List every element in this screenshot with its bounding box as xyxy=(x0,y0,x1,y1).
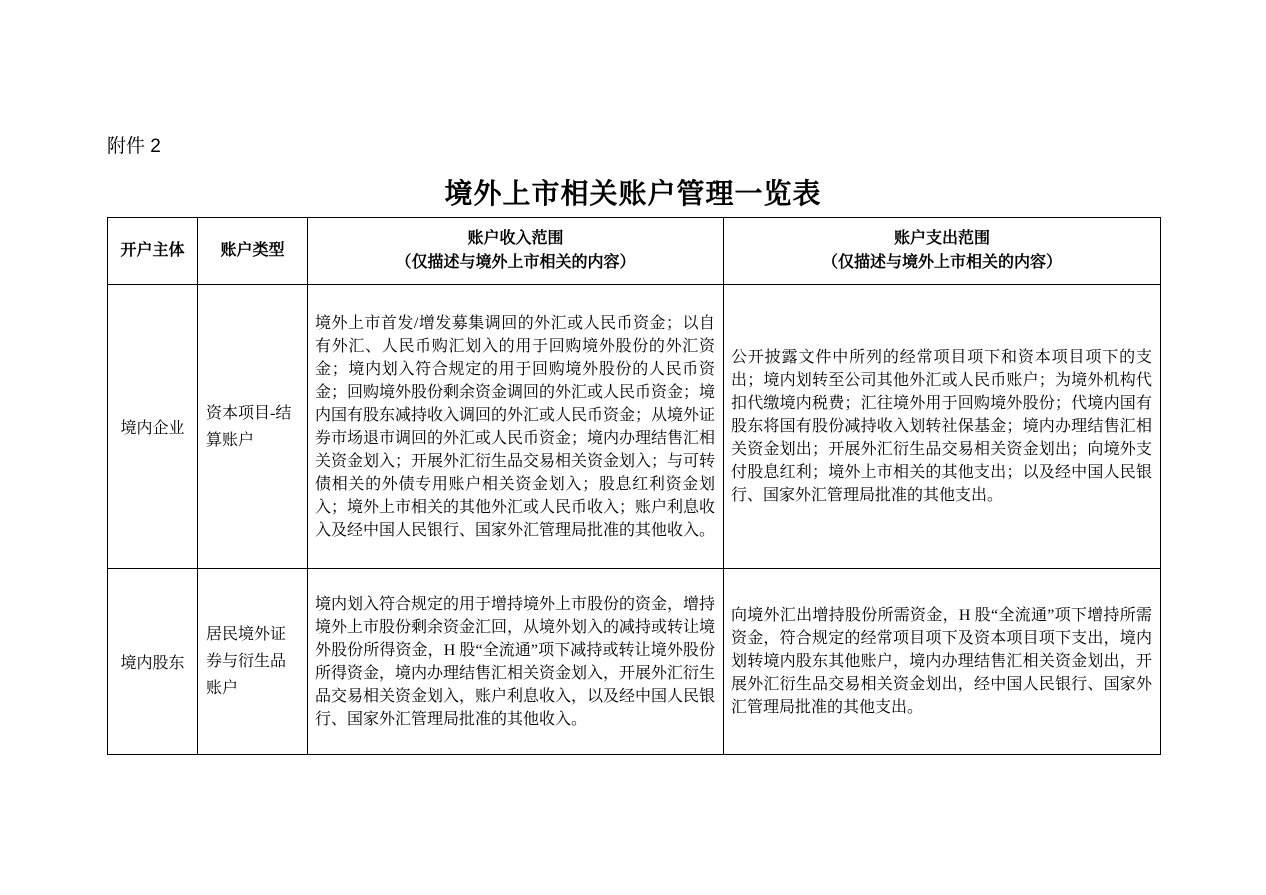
header-account-type xyxy=(198,218,308,285)
header-income xyxy=(308,218,724,285)
table-row xyxy=(108,569,1161,755)
cell-income-scope-row2: 境内划入符合规定的用于增持境外上市股份的资金，增持境外上市股份剩余资金汇回，从境外划入的减持或转让境外股份所得资金，H 股“全流通”项下减持或转让境外股份所得资金，境内办理结售汇相关资金划入，开展外汇衍生品交易相关资金划入，账户利息收入，以及经中国人民银行、国家外汇管理局批准的其他收入。 xyxy=(308,569,724,755)
attachment-label: 附件 2 xyxy=(107,136,161,157)
header-income-title: 账户收入范围 xyxy=(467,230,564,247)
table-header-row xyxy=(108,218,1161,285)
header-expense-title: 账户支出范围 xyxy=(893,230,990,247)
cell-subject-domestic-shareholder: 境内股东 xyxy=(108,569,198,755)
cell-account-type-capital-settlement: 资本项目-结算账户 xyxy=(198,285,308,569)
header-expense xyxy=(724,218,1161,285)
document-title: 境外上市相关账户管理一览表 xyxy=(444,179,822,210)
header-income-subtitle: （仅描述与境外上市相关的内容） xyxy=(395,254,636,271)
cell-subject-domestic-enterprise: 境内企业 xyxy=(108,285,198,569)
cell-expense-scope-row2: 向境外汇出增持股份所需资金，H 股“全流通”项下增持所需资金，符合规定的经常项目项下及资本项目项下支出，境内划转境内股东其他账户，境内办理结售汇相关资金划出，开展外汇衍生品交易相关资金划出，经中国人民银行、国家外汇管理局批准的其他支出。 xyxy=(724,569,1161,755)
account-management-table xyxy=(107,217,1161,755)
cell-account-type-resident-overseas-securities: 居民境外证券与衍生品账户 xyxy=(198,569,308,755)
table-row xyxy=(108,285,1161,569)
cell-expense-scope-row1: 公开披露文件中所列的经常项目项下和资本项目项下的支出；境内划转至公司其他外汇或人民币账户；为境外机构代扣代缴境内税费；汇往境外用于回购境外股份；代境内国有股东将国有股份减持收入划转社保基金；境内办理结售汇相关资金划出；开展外汇衍生品交易相关资金划出；向境外支付股息红利；境外上市相关的其他支出；以及经中国人民银行、国家外汇管理局批准的其他支出。 xyxy=(724,285,1161,569)
cell-income-scope-row1: 境外上市首发/增发募集调回的外汇或人民币资金；以自有外汇、人民币购汇划入的用于回购境外股份的外汇资金；境内划入符合规定的用于回购境外股份的人民币资金；回购境外股份剩余资金调回的外汇或人民币资金；境内国有股东减持收入调回的外汇或人民币资金；从境外证券市场退市调回的外汇或人民币资金；境内办理结售汇相关资金划入；开展外汇衍生品交易相关资金划入；与可转债相关的外债专用账户相关资金划入；股息红利资金划入；境外上市相关的其他外汇或人民币收入；账户利息收入及经中国人民银行、国家外汇管理局批准的其他收入。 xyxy=(308,285,724,569)
header-account-type-label: 账户类型 xyxy=(220,242,285,259)
header-subject-label: 开户主体 xyxy=(120,242,185,259)
header-expense-subtitle: （仅描述与境外上市相关的内容） xyxy=(821,254,1062,271)
header-subject xyxy=(108,218,198,285)
